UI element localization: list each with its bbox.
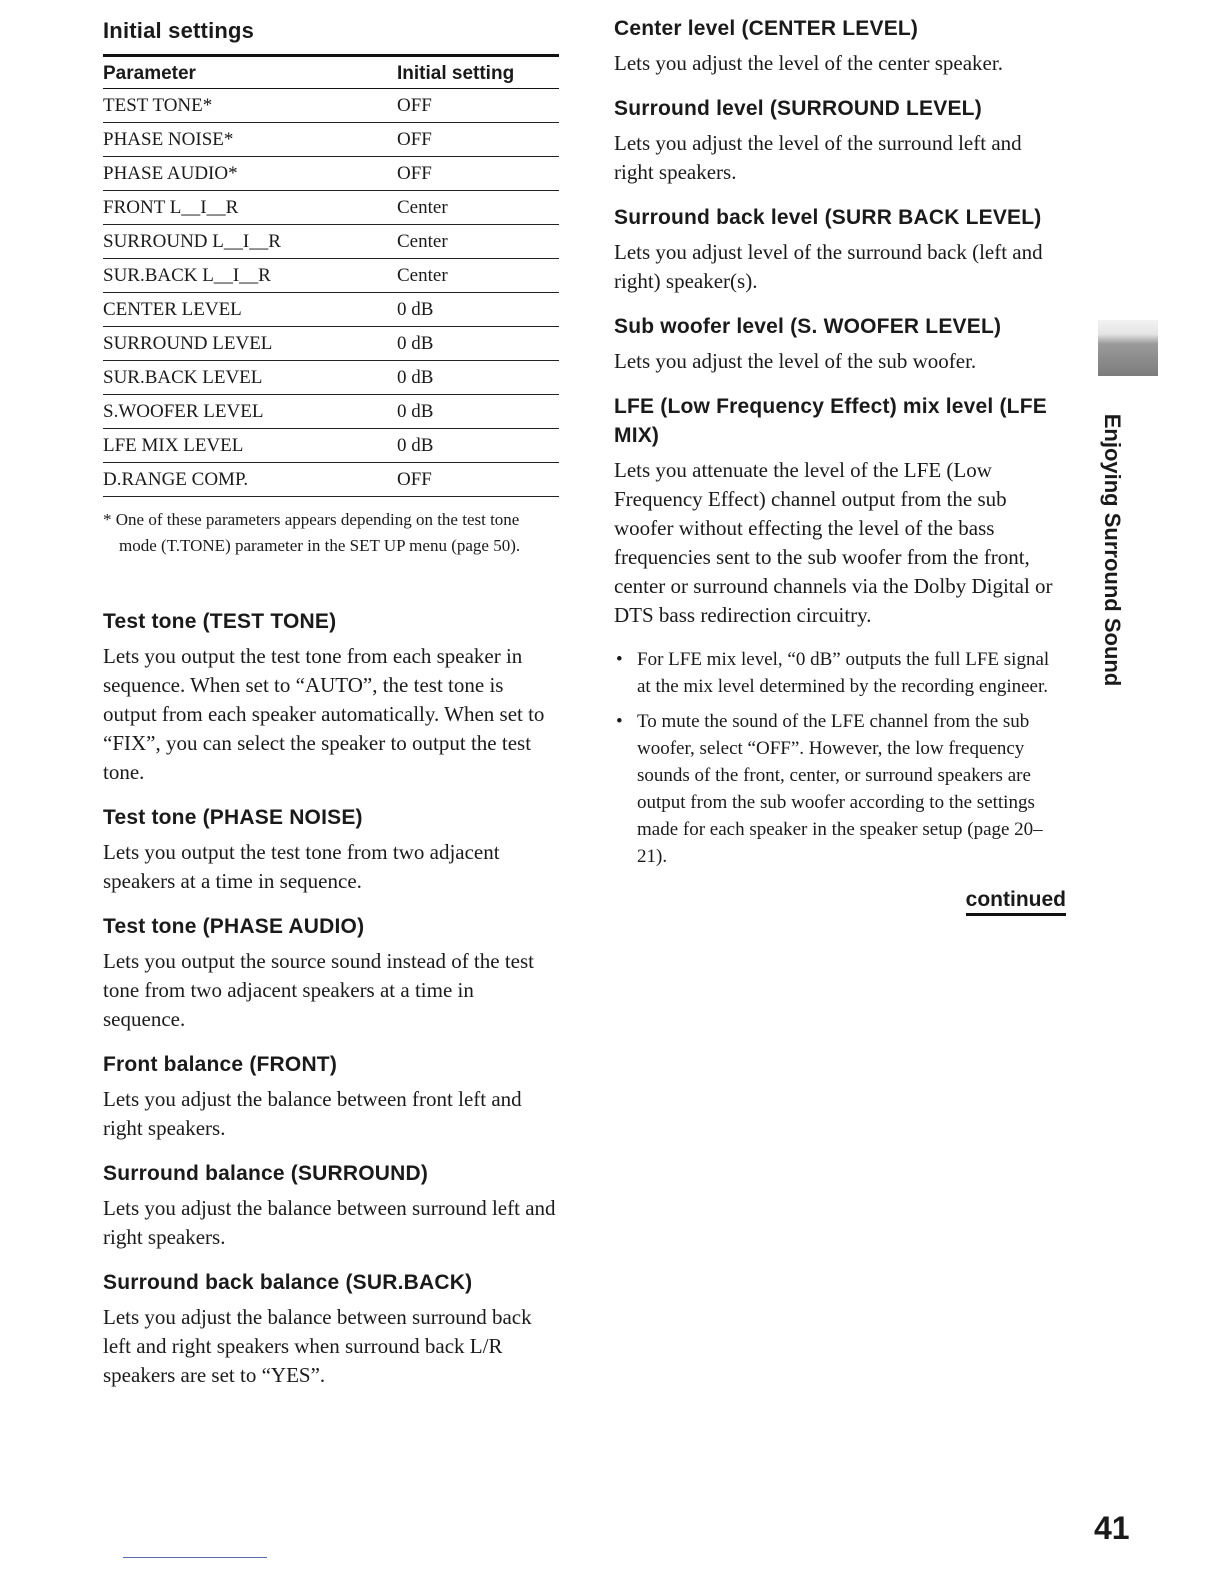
setting-cell: 0 dB [397,361,559,395]
table-row [103,157,559,191]
section-lfe-mix [614,392,1066,870]
setting-cell: 0 dB [397,395,559,429]
table-row [103,191,559,225]
section-phase-noise [103,803,559,896]
section-surround-level [614,94,1066,187]
parameter-cell: SURROUND LEVEL [103,327,397,361]
table-row [103,123,559,157]
table-footnote: * One of these parameters appears depending on the test tone mode (T.TONE) parameter in the SET UP menu (page 50). [103,510,521,555]
section-body: Lets you output the source sound instead of the test tone from two adjacent speakers at a time in sequence. [103,949,535,1031]
setting-cell: Center [397,225,559,259]
chapter-side-label: Enjoying Surround Sound [1100,413,1125,687]
section-body: Lets you adjust the balance between front left and right speakers. [103,1087,522,1140]
section-heading: Center level (CENTER LEVEL) [614,17,919,40]
bottom-divider [123,1557,267,1558]
table-row [103,361,559,395]
section-heading: Surround back balance (SUR.BACK) [103,1271,473,1294]
section-heading: Surround back level (SURR BACK LEVEL) [614,206,1042,229]
parameter-cell: LFE MIX LEVEL [103,429,397,463]
section-body: Lets you output the test tone from each speaker in sequence. When set to “AUTO”, the test tone is output from each speaker automatically. When set to “FIX”, you can select the speaker to output the test tone. [103,644,545,784]
chapter-tab-marker [1098,320,1158,376]
section-body: Lets you adjust level of the surround back (left and right) speaker(s). [614,240,1043,293]
setting-cell: OFF [397,157,559,191]
page-number: 41 [1094,1510,1130,1546]
left-column [103,14,559,1406]
right-column [614,14,1066,916]
parameter-cell: CENTER LEVEL [103,293,397,327]
table-row [103,429,559,463]
section-body: Lets you adjust the balance between surround left and right speakers. [103,1196,556,1249]
section-sub-woofer-level [614,312,1066,376]
parameter-cell: PHASE NOISE* [103,123,397,157]
setting-cell: OFF [397,123,559,157]
setting-cell: 0 dB [397,327,559,361]
continued-marker [614,888,1066,916]
table-row [103,463,559,497]
section-phase-audio [103,912,559,1034]
initial-settings-table [103,54,559,497]
list-item: • For LFE mix level, “0 dB” outputs the full LFE signal at the mix level determined by the recording engineer. [614,646,1066,700]
setting-cell: OFF [397,89,559,123]
table-row [103,327,559,361]
continued-label: continued [966,888,1066,916]
setting-cell: 0 dB [397,293,559,327]
section-heading: Surround balance (SURROUND) [103,1162,429,1185]
table-row [103,259,559,293]
section-surround-balance [103,1159,559,1252]
parameter-cell: D.RANGE COMP. [103,463,397,497]
setting-cell: 0 dB [397,429,559,463]
list-item: • To mute the sound of the LFE channel from the sub woofer, select “OFF”. However, the low frequency sounds of the front, center, or surround speakers are output from the sub woofer according to the settings made for each speaker in the speaker setup (page 20–21). [614,708,1066,870]
parameter-cell: SUR.BACK L__I__R [103,259,397,293]
chapter-side-tab [1092,395,1132,705]
initial-settings-heading: Initial settings [103,18,255,43]
section-front-balance [103,1050,559,1143]
parameter-cell: TEST TONE* [103,89,397,123]
table-header-row [103,56,559,89]
table-row [103,395,559,429]
section-body: Lets you adjust the level of the sub woofer. [614,349,977,373]
setting-cell: Center [397,259,559,293]
lfe-notes-list [614,646,1066,870]
column-header-initial-setting: Initial setting [397,56,559,89]
section-heading: Test tone (PHASE AUDIO) [103,915,365,938]
table-row [103,225,559,259]
table-row [103,293,559,327]
parameter-cell: SURROUND L__I__R [103,225,397,259]
section-heading: Sub woofer level (S. WOOFER LEVEL) [614,315,1002,338]
section-surround-back-balance [103,1268,559,1390]
setting-cell: Center [397,191,559,225]
section-center-level [614,14,1066,78]
table-row [103,89,559,123]
setting-cell: OFF [397,463,559,497]
section-body: Lets you output the test tone from two adjacent speakers at a time in sequence. [103,840,500,893]
section-body: Lets you adjust the level of the center speaker. [614,51,1003,75]
column-header-parameter: Parameter [103,56,397,89]
section-heading: Test tone (PHASE NOISE) [103,806,363,829]
section-surround-back-level [614,203,1066,296]
parameter-cell: FRONT L__I__R [103,191,397,225]
parameter-cell: S.WOOFER LEVEL [103,395,397,429]
section-test-tone [103,607,559,787]
parameter-cell: PHASE AUDIO* [103,157,397,191]
section-heading: Surround level (SURROUND LEVEL) [614,97,982,120]
section-heading: LFE (Low Frequency Effect) mix level (LFE MIX) [614,395,1047,447]
section-body: Lets you adjust the level of the surround left and right speakers. [614,131,1022,184]
section-heading: Test tone (TEST TONE) [103,610,337,633]
section-body: Lets you attenuate the level of the LFE (Low Frequency Effect) channel output from the sub woofer without effecting the level of the bass frequencies sent to the sub woofer from the front, center or surround channels via the Dolby Digital or DTS bass redirection circuitry. [614,458,1053,627]
section-body: Lets you adjust the balance between surround back left and right speakers when surround back L/R speakers are set to “YES”. [103,1305,532,1387]
parameter-cell: SUR.BACK LEVEL [103,361,397,395]
section-heading: Front balance (FRONT) [103,1053,338,1076]
